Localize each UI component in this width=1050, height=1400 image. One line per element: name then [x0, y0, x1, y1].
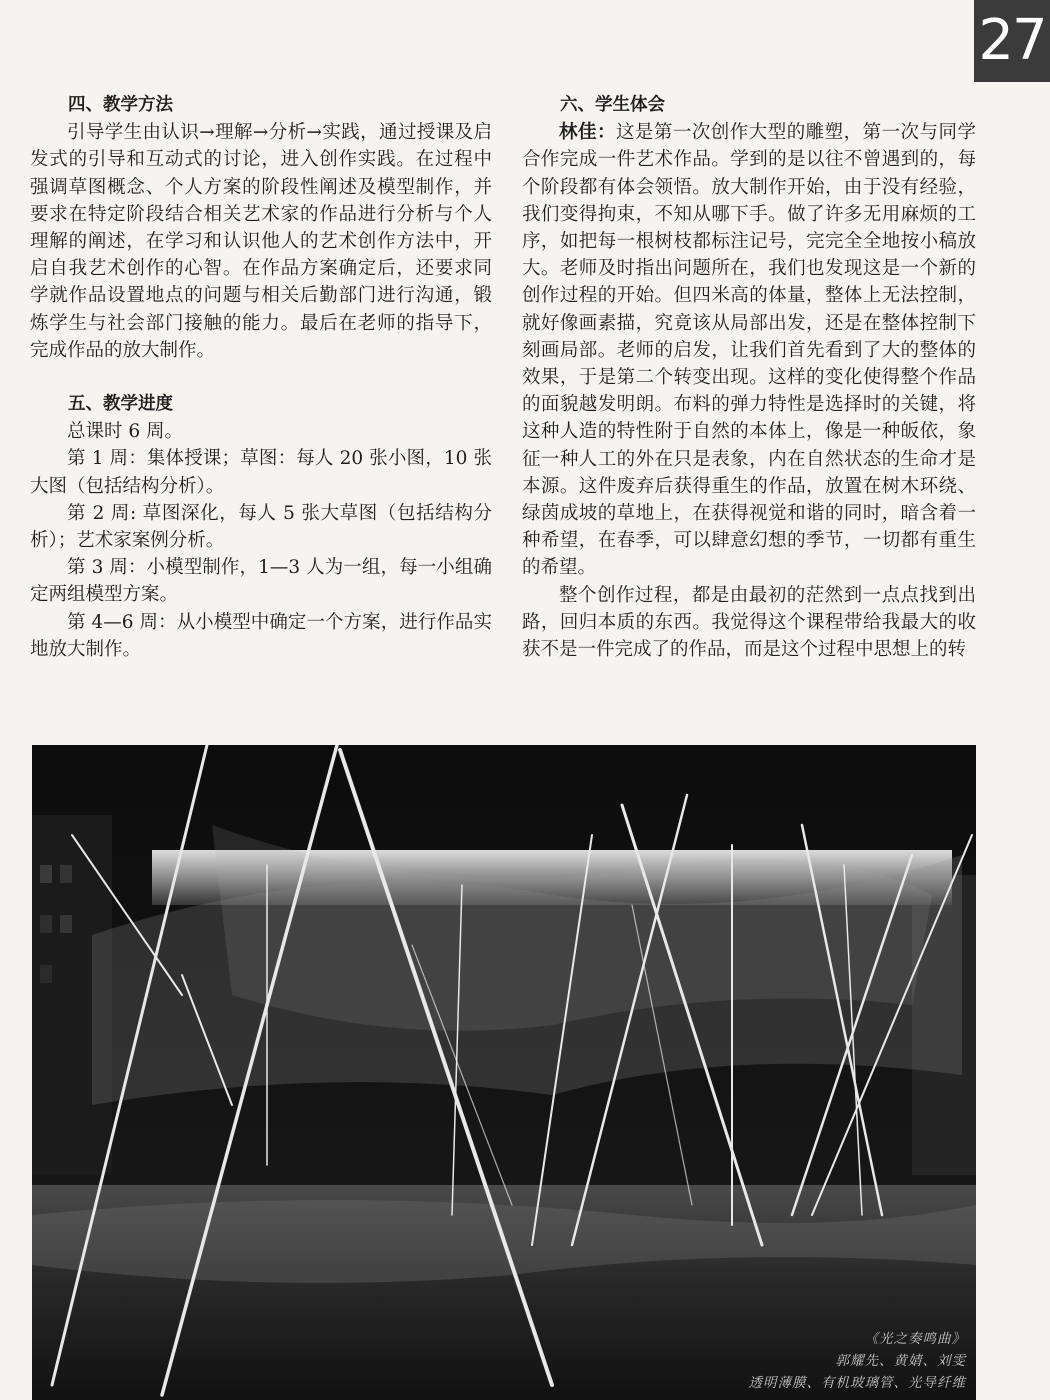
left-column [30, 92, 492, 663]
paragraph: 第 2 周: 草图深化，每人 5 张大草图（包括结构分析）；艺术家案例分析。 [30, 502, 492, 552]
caption-title: 《光之奏鸣曲》 [864, 1331, 966, 1347]
photo-caption [749, 1328, 967, 1394]
section-heading-teaching-schedule: 五、教学进度 [68, 394, 173, 415]
speaker-name: 林佳： [559, 122, 616, 144]
section-heading-teaching-method: 四、教学方法 [68, 95, 173, 115]
sculpture-photo [32, 745, 976, 1400]
paragraph [522, 119, 976, 581]
paragraph-text: 这是第一次创作大型的雕塑，第一次与同学合作完成一件艺术作品。学到的是以往不曾遇到的，每个阶段都有体会领悟。放大制作开始，由于没有经验，我们变得拘束，不知从哪下手。做了许多无用麻烦的工序，如把每一根树枝都标注记号，完完全全地按小稿放大。老师及时指出问题所在，我们也发现这是一个新的创作过程的开始。但四米高的体量，整体上无法控制，就好像画素描，究竟该从局部出发，还是在整体控制下刻画局部。老师的启发，让我们首先看到了大的整体的效果，于是第二个转变出现。这样的变化使得整个作品的面貌越发明朗。布料的弹力特性是选择时的关键，将这种人造的特性附于自然的本体上，像是一种皈依，象征一种人工的外在只是表象，内在自然状态的生命才是本源。这件废弃后获得重生的作品，放置在树木环绕、绿茵成坡的草地上，在获得视觉和谐的同时，暗含着一种希望，在春季，可以肆意幻想的季节，一切都有重生的希望。 [522, 122, 976, 579]
caption-authors: 郭耀先、黄婧、刘雯 [835, 1353, 966, 1369]
paragraph: 第 1 周：集体授课；草图：每人 20 张小图，10 张大图（包括结构分析）。 [30, 448, 492, 497]
paragraph: 整个创作过程，都是由最初的茫然到一点点找到出路，回归本质的东西。我觉得这个课程带给我最大的收获不是一件完成了的作品，而是这个过程中思想上的转 [522, 584, 976, 661]
paragraph: 第 3 周：小模型制作，1—3 人为一组，每一小组确定两组模型方案。 [30, 557, 492, 606]
paragraph: 总课时 6 周。 [67, 421, 184, 443]
right-column [522, 92, 976, 663]
section-heading-student-reflection: 六、学生体会 [560, 95, 665, 115]
paragraph: 引导学生由认识→理解→分析→实践，通过授课及启发式的引导和互动式的讨论，进入创作实践。在过程中强调草图概念、个人方案的阶段性阐述及模型制作，并要求在特定阶段结合相关艺术家的作品进行分析与个人理解的阐述，在学习和认识他人的艺术创作方法中，开启自我艺术创作的心智。在作品方案确定后，还要求同学就作品设置地点的问题与相关后勤部门进行沟通，锻炼学生与社会部门接触的能力。最后在老师的指导下，完成作品的放大制作。 [30, 122, 492, 361]
sculpture-illustration [32, 745, 976, 1400]
caption-materials: 透明薄膜、有机玻璃管、光导纤维 [748, 1375, 966, 1391]
paragraph: 第 4—6 周：从小模型中确定一个方案，进行作品实地放大制作。 [30, 611, 492, 660]
page-number: 27 [974, 0, 1050, 82]
